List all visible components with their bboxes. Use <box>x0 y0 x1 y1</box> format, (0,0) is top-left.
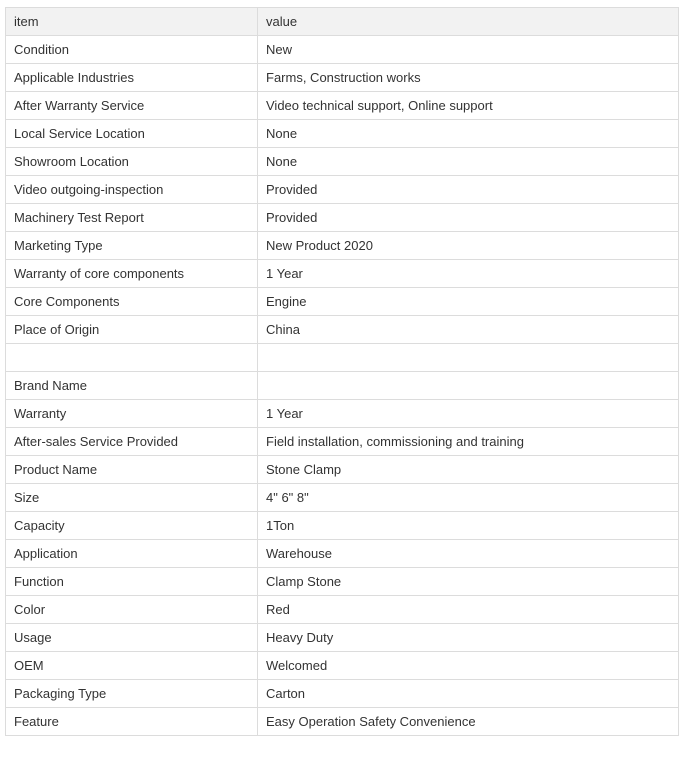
table-row <box>6 456 679 484</box>
row-value-cell: China <box>258 316 679 344</box>
row-item-cell: Product Name <box>6 456 258 484</box>
row-item-cell: Marketing Type <box>6 232 258 260</box>
row-item-cell: Function <box>6 568 258 596</box>
header-item: item <box>6 8 258 36</box>
table-row <box>6 372 679 400</box>
row-value-cell: Welcomed <box>258 652 679 680</box>
table-row <box>6 92 679 120</box>
row-item-cell: Capacity <box>6 512 258 540</box>
row-value-cell: Engine <box>258 288 679 316</box>
table-row <box>6 36 679 64</box>
row-value-cell: Provided <box>258 176 679 204</box>
table-row <box>6 596 679 624</box>
table-row <box>6 316 679 344</box>
row-value-cell <box>258 344 679 372</box>
row-value-cell: Easy Operation Safety Convenience <box>258 708 679 736</box>
row-item-cell: Color <box>6 596 258 624</box>
table-row <box>6 652 679 680</box>
table-row <box>6 260 679 288</box>
row-value-cell: New Product 2020 <box>258 232 679 260</box>
table-row <box>6 176 679 204</box>
row-value-cell: Red <box>258 596 679 624</box>
row-value-cell: Stone Clamp <box>258 456 679 484</box>
row-value-cell: Warehouse <box>258 540 679 568</box>
row-item-cell: Application <box>6 540 258 568</box>
row-item-cell: Size <box>6 484 258 512</box>
row-item-cell: After-sales Service Provided <box>6 428 258 456</box>
row-item-cell: Applicable Industries <box>6 64 258 92</box>
row-item-cell <box>6 344 258 372</box>
row-item-cell: Video outgoing-inspection <box>6 176 258 204</box>
table-row <box>6 148 679 176</box>
table-row <box>6 624 679 652</box>
row-item-cell: Usage <box>6 624 258 652</box>
row-item-cell: Feature <box>6 708 258 736</box>
row-item-cell: Place of Origin <box>6 316 258 344</box>
table-row <box>6 204 679 232</box>
row-value-cell: None <box>258 148 679 176</box>
row-value-cell: New <box>258 36 679 64</box>
table-row <box>6 344 679 372</box>
row-value-cell: 1 Year <box>258 400 679 428</box>
table-row <box>6 428 679 456</box>
row-item-cell: Condition <box>6 36 258 64</box>
row-item-cell: Local Service Location <box>6 120 258 148</box>
row-item-cell: Showroom Location <box>6 148 258 176</box>
table-row <box>6 568 679 596</box>
table-row <box>6 120 679 148</box>
row-item-cell: Warranty of core components <box>6 260 258 288</box>
row-value-cell: 4" 6" 8" <box>258 484 679 512</box>
table-row <box>6 232 679 260</box>
table-row <box>6 288 679 316</box>
table-row <box>6 484 679 512</box>
row-value-cell: Farms, Construction works <box>258 64 679 92</box>
table-row <box>6 540 679 568</box>
row-item-cell: Warranty <box>6 400 258 428</box>
table-row <box>6 64 679 92</box>
row-item-cell: After Warranty Service <box>6 92 258 120</box>
row-value-cell <box>258 372 679 400</box>
row-value-cell: Carton <box>258 680 679 708</box>
table-row <box>6 400 679 428</box>
spec-table <box>5 7 679 736</box>
row-item-cell: Machinery Test Report <box>6 204 258 232</box>
header-value: value <box>258 8 679 36</box>
row-item-cell: OEM <box>6 652 258 680</box>
row-value-cell: Provided <box>258 204 679 232</box>
row-value-cell: Clamp Stone <box>258 568 679 596</box>
row-value-cell: Field installation, commissioning and training <box>258 428 679 456</box>
row-value-cell: Video technical support, Online support <box>258 92 679 120</box>
table-row <box>6 708 679 736</box>
row-value-cell: None <box>258 120 679 148</box>
row-value-cell: 1Ton <box>258 512 679 540</box>
row-item-cell: Packaging Type <box>6 680 258 708</box>
table-header-row <box>6 8 679 36</box>
row-value-cell: Heavy Duty <box>258 624 679 652</box>
table-row <box>6 512 679 540</box>
row-item-cell: Core Components <box>6 288 258 316</box>
table-row <box>6 680 679 708</box>
row-value-cell: 1 Year <box>258 260 679 288</box>
row-item-cell: Brand Name <box>6 372 258 400</box>
